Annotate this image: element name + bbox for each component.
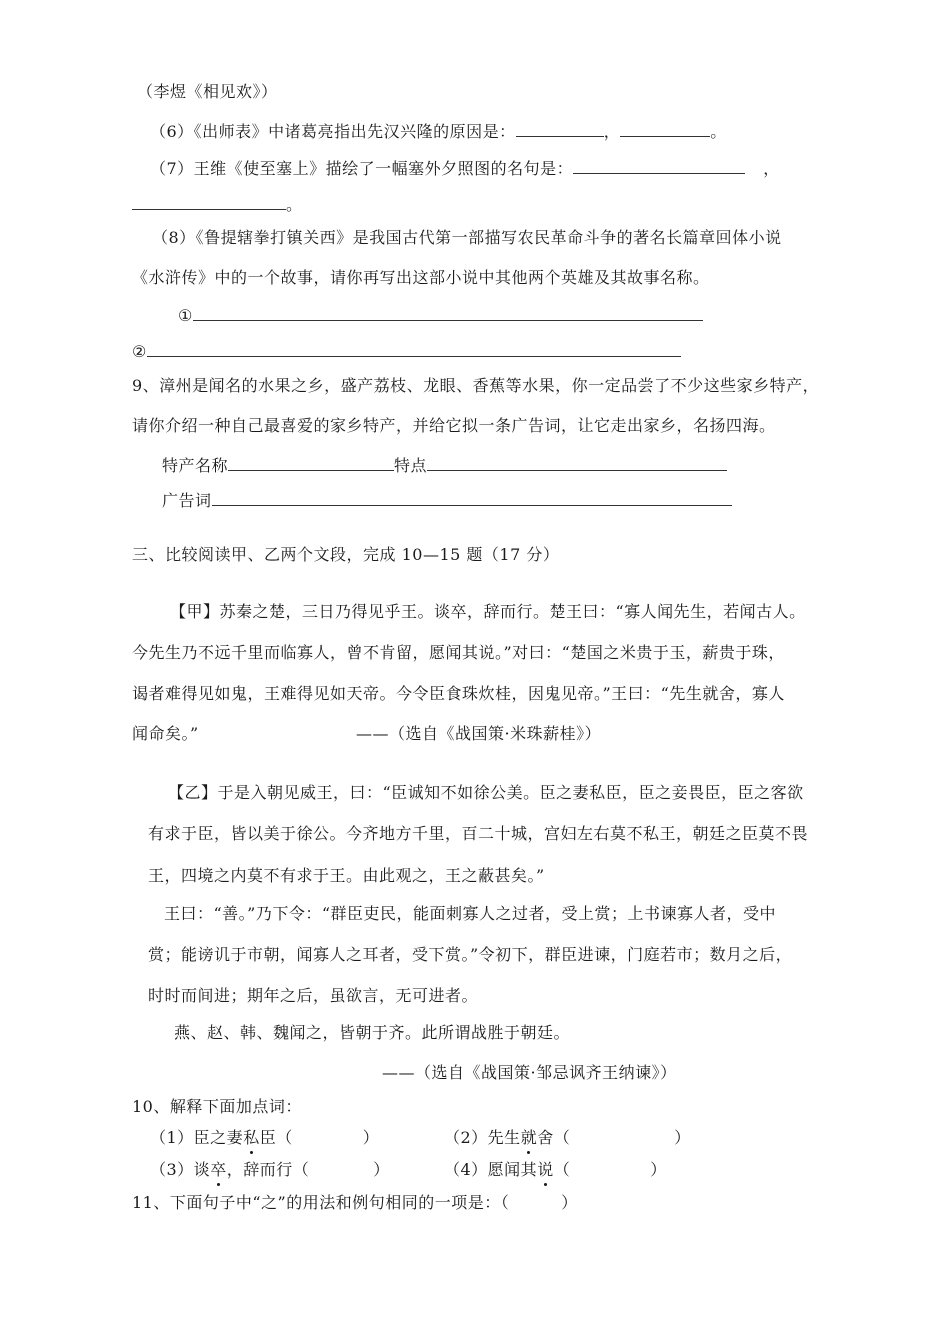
passage-yi-source: ——（选自《战国策·邹忌讽齐王纳谏》）: [382, 1063, 677, 1082]
answer-blank[interactable]: [147, 340, 681, 357]
answer-row-1: [178, 304, 703, 326]
question-10-item-2: [444, 1128, 691, 1148]
end-mark: 。: [710, 122, 727, 141]
passage-yi-line: 赏；能谤讥于市朝，闻寡人之耳者，受下赏。”令初下，群臣进谏，门庭若市；数月之后，: [148, 945, 793, 964]
separator: ，: [603, 122, 621, 141]
specialty-name-blank[interactable]: [228, 454, 394, 471]
passage-yi-line: 时时而间进；期年之后，虽欲言，无可进者。: [148, 986, 479, 1005]
passage-jia-line: 闻命矣。”: [132, 724, 199, 743]
passage-jia-line: 【甲】苏秦之楚，三日乃得见乎王。谈卒，辞而行。楚王曰：“寡人闻先生，若闻古人。: [170, 602, 806, 621]
item-text: 臣（: [259, 1128, 293, 1147]
item-text: （2）先生: [444, 1128, 521, 1147]
answer-blank[interactable]: [193, 304, 703, 321]
question-11: [132, 1193, 578, 1213]
close-paren: ）: [362, 1128, 380, 1147]
passage-yi-line: 有求于臣，皆以美于徐公。今齐地方千里，百二十城，宫妇左右莫不私王，朝廷之臣莫不畏: [148, 824, 809, 843]
passage-jia-source: ——（选自《战国策·米珠薪桂》）: [356, 724, 602, 743]
close-paren: ）: [650, 1160, 667, 1179]
question-9-line-2: 请你介绍一种自己最喜爱的家乡特产，并给它拟一条广告词，让它走出家乡，名扬四海。: [132, 416, 776, 435]
item-text: （4）愿闻其: [444, 1160, 538, 1179]
close-paren: ）: [674, 1128, 691, 1147]
question-9-line-1: 9、漳州是闻名的水果之乡，盛产荔枝、龙眼、香蕉等水果，你一定品尝了不少这些家乡特产，: [132, 376, 820, 395]
item-text: ，辞而行（: [226, 1160, 310, 1179]
answer-row-2: [132, 340, 681, 362]
question-6-text: （6）《出师表》中诸葛亮指出先汉兴隆的原因是：: [150, 122, 516, 141]
dotted-word: 说: [537, 1160, 554, 1179]
question-10-item-1: [150, 1128, 379, 1148]
close-paren: ）: [561, 1193, 578, 1212]
answer-blank[interactable]: [620, 120, 710, 137]
dotted-word: 卒: [210, 1160, 227, 1179]
question-10-item-3: [150, 1160, 390, 1180]
circled-number-1: ①: [178, 306, 193, 325]
feature-blank[interactable]: [427, 454, 727, 471]
poem-source: （李煜《相见欢》）: [137, 82, 278, 101]
circled-number-2: ②: [132, 342, 147, 361]
specialty-name-label: 特产名称: [162, 456, 229, 475]
passage-yi-line: 王曰：“善。”乃下令：“群臣吏民，能面刺寡人之过者，受上赏；上书谏寡人者，受中: [164, 904, 777, 923]
section-heading: 三、比较阅读甲、乙两个文段，完成 10—15 题（17 分）: [132, 545, 560, 564]
passage-yi-line: 王，四境之内莫不有求于王。由此观之，王之蔽甚矣。”: [148, 866, 545, 885]
answer-blank[interactable]: [573, 157, 745, 174]
passage-yi-line: 【乙】于是入朝见威王，曰：“臣诚知不如徐公美。臣之妻私臣，臣之妾畏臣，臣之客欲: [168, 783, 804, 802]
ad-blank[interactable]: [212, 489, 732, 506]
specialty-row: [162, 454, 727, 476]
close-paren: ）: [373, 1160, 390, 1179]
passage-jia-line: 谒者难得见如鬼，王难得见如天帝。今令臣食珠炊桂，因鬼见帝。”王曰：“先生就舍，寡人: [132, 684, 785, 703]
question-7-continued: [132, 193, 303, 215]
separator: ，: [763, 159, 780, 178]
question-6: [150, 120, 727, 142]
question-7: [150, 157, 780, 179]
question-10-item-4: [444, 1160, 667, 1180]
ad-label: 广告词: [162, 491, 212, 510]
dotted-word: 私: [243, 1128, 260, 1147]
dotted-word: 就: [520, 1128, 538, 1147]
item-text: 舍（: [537, 1128, 571, 1147]
question-8-line-1: （8）《鲁提辖拳打镇关西》是我国古代第一部描写农民革命斗争的著名长篇章回体小说: [152, 228, 782, 247]
question-10-heading: 10、解释下面加点词：: [132, 1097, 302, 1116]
feature-label: 特点: [394, 456, 428, 475]
passage-yi-line: 燕、赵、韩、魏闻之，皆朝于齐。此所谓战胜于朝廷。: [174, 1023, 571, 1042]
item-text: （3）谈: [150, 1160, 211, 1179]
answer-blank[interactable]: [516, 120, 604, 137]
ad-row: [162, 489, 732, 511]
item-text: （1）臣之妻: [150, 1128, 244, 1147]
question-11-text: 11、下面句子中“之”的用法和例句相同的一项是：（: [132, 1193, 510, 1212]
question-8-line-2: 《水浒传》中的一个故事，请你再写出这部小说中其他两个英雄及其故事名称。: [132, 268, 710, 287]
question-7-text: （7）王维《使至塞上》描绘了一幅塞外夕照图的名句是：: [150, 159, 574, 178]
end-mark: 。: [286, 195, 303, 214]
passage-jia-line: 今先生乃不远千里而临寡人，曾不肯留，愿闻其说。”对曰：“楚国之米贵于玉，薪贵于珠，: [132, 643, 785, 662]
answer-blank[interactable]: [132, 193, 286, 210]
item-text: （: [553, 1160, 571, 1179]
